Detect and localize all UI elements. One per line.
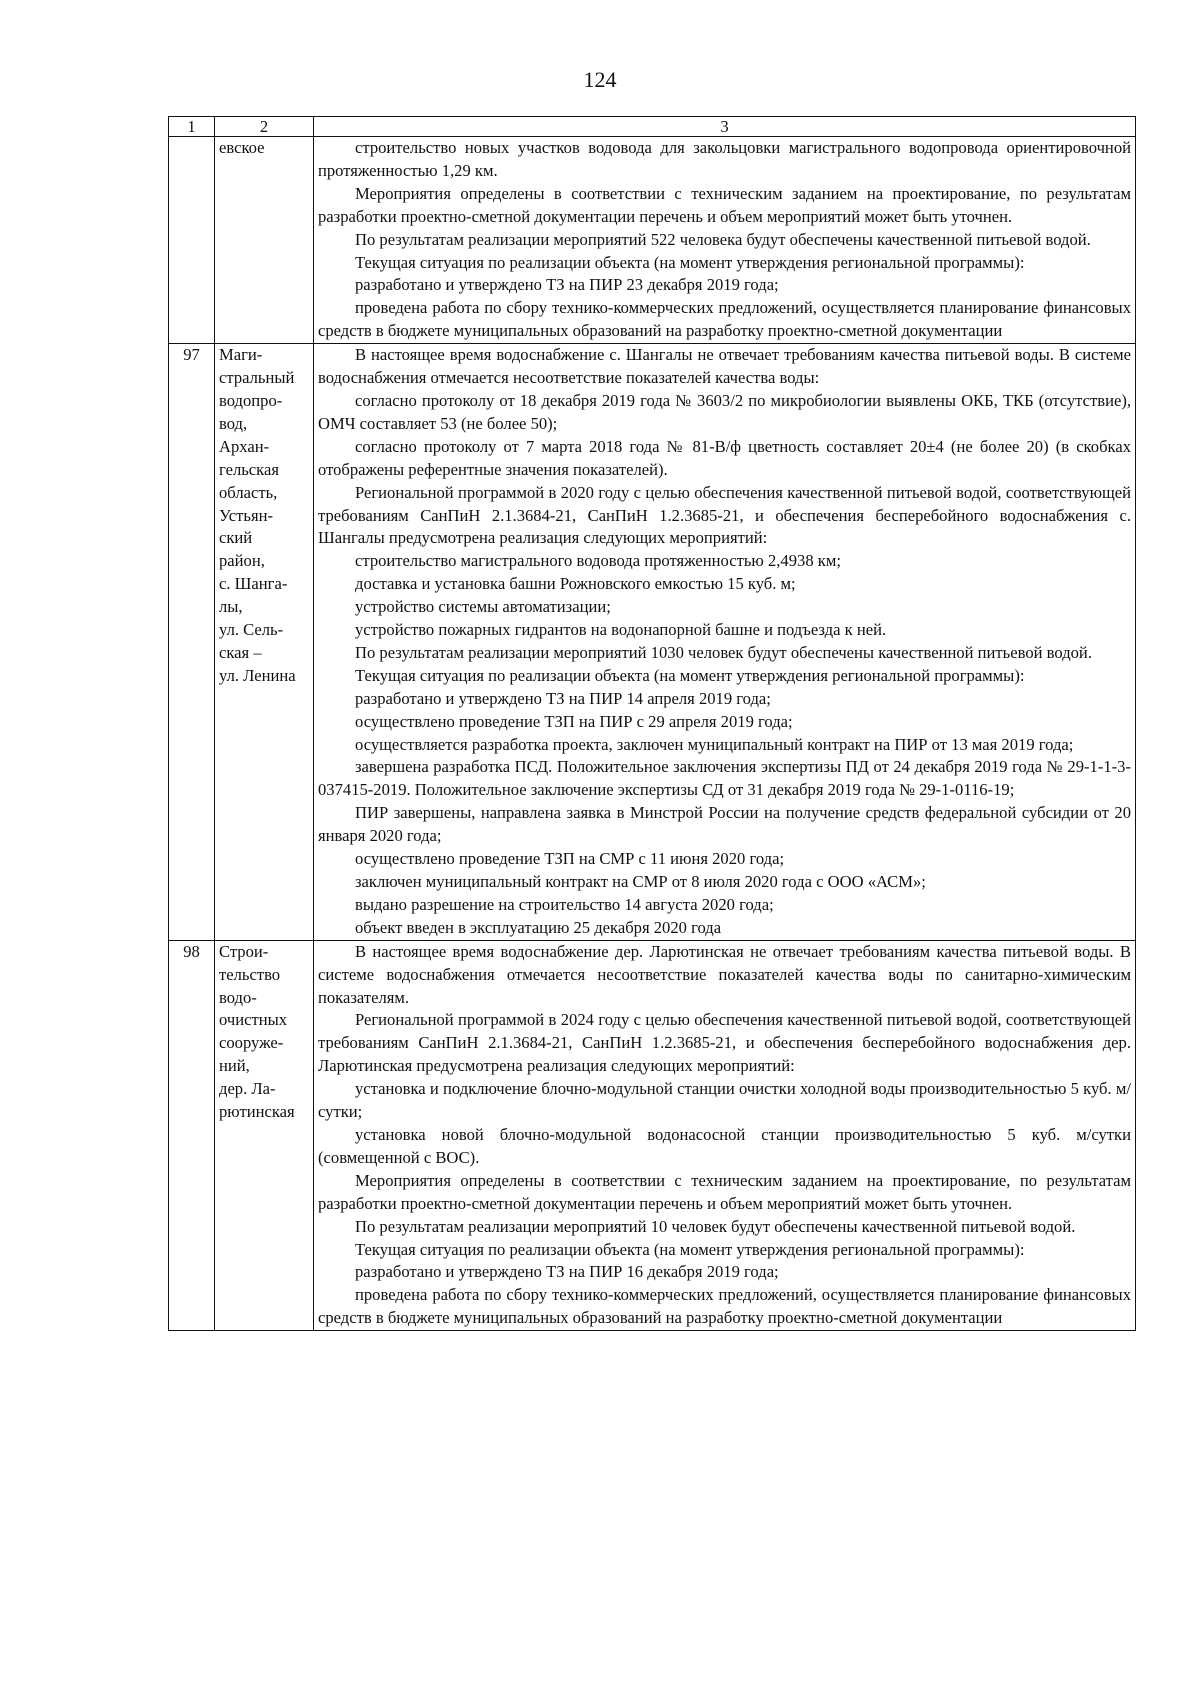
object-name [215, 940, 314, 1330]
description-paragraph: проведена работа по сбору технико-коммерческих предложений, осуществляется планирование финансовых средств в бюджете муниципальных образований на разработку проектно-сметной документации [318, 298, 1131, 341]
description-paragraph: осуществлено проведение ТЗП на ПИР с 29 апреля 2019 года; [355, 711, 793, 731]
description-paragraph: ПИР завершены, направлена заявка в Минстрой России на получение средств федеральной субсидии от 20 января 2020 года; [318, 803, 1131, 846]
table-row [169, 344, 1136, 941]
object-name-line: водопро- [219, 390, 283, 410]
description-paragraph: согласно протоколу от 7 марта 2018 года № 81-В/ф цветность составляет 20±4 (не более 20) (в скобках отображены референтные значения показателей). [318, 436, 1131, 479]
page-number: 124 [583, 67, 617, 92]
object-name-line: Строи- [219, 941, 269, 961]
description-paragraph: завершена разработка ПСД. Положительное заключения экспертизы ПД от 24 декабря 2019 года № 29-1-1-3-037415-2019. Положительное заключение экспертизы СД от 31 декабря 2019 года № 29-1-0116-19; [318, 757, 1131, 800]
description-paragraph: выдано разрешение на строительство 14 августа 2020 года; [355, 894, 774, 914]
header-cell-3: 3 [314, 117, 1136, 137]
row-number: 98 [169, 940, 215, 1330]
object-name-line: ний, [219, 1056, 250, 1076]
description-paragraph: объект введен в эксплуатацию 25 декабря 2020 года [355, 917, 722, 937]
object-name-line: очистных [219, 1010, 288, 1030]
object-name-line: Устьян- [219, 505, 273, 525]
object-name-line: с. Шанга- [219, 574, 288, 594]
table-header-row [169, 117, 1136, 137]
object-name-line: евское [219, 138, 265, 157]
object-name-line: ул. Сель- [219, 620, 284, 640]
description-paragraph: Мероприятия определены в соответствии с техническим заданием на проектирование, по результатам разработки проектно-сметной документации перечень и объем мероприятий может быть уточнен. [318, 183, 1131, 226]
object-name-line: рютинская [219, 1102, 295, 1122]
object-name-line: вод, [219, 413, 248, 433]
description-paragraph: Региональной программой в 2024 году с целью обеспечения качественной питьевой водой, соответствующей требованиям СанПиН 2.1.3684-21, СанПиН 1.2.3685-21, и обеспечения бесперебойного водоснабжения дер. Ларютинская предусмотрена реализация следующих мероприятий: [318, 1010, 1131, 1076]
description-paragraph: Текущая ситуация по реализации объекта (на момент утверждения региональной программы): [355, 1239, 1025, 1259]
object-name-line: гельская [219, 459, 279, 479]
object-name-line: ский [219, 528, 253, 548]
description-paragraph: разработано и утверждено ТЗ на ПИР 14 апреля 2019 года; [355, 688, 771, 708]
object-name-line: водо- [219, 987, 257, 1007]
description-paragraph: строительство магистрального водовода протяженностью 2,4938 км; [355, 551, 841, 571]
row-number: 97 [169, 344, 215, 941]
description-paragraph: осуществляется разработка проекта, заключен муниципальный контракт на ПИР от 13 мая 2019 года; [355, 734, 1074, 754]
table-row [169, 137, 1136, 344]
description-paragraph: проведена работа по сбору технико-коммерческих предложений, осуществляется планирование финансовых средств в бюджете муниципальных образований на разработку проектно-сметной документации [318, 1285, 1131, 1328]
description-paragraph: В настоящее время водоснабжение дер. Ларютинская не отвечает требованиям качества питьевой воды. В системе водоснабжения отмечается несоответствие показателей качества воды по санитарно-химическим показателям. [318, 941, 1131, 1007]
description-paragraph: Мероприятия определены в соответствии с техническим заданием на проектирование, по результатам разработки проектно-сметной документации перечень и объем мероприятий может быть уточнен. [318, 1170, 1131, 1213]
description-paragraph: По результатам реализации мероприятий 10 человек будут обеспечены качественной питьевой водой. [355, 1216, 1076, 1236]
object-name-line: ская – [219, 642, 262, 662]
measures-table [168, 116, 1136, 1331]
object-name-line: район, [219, 551, 265, 571]
description-paragraph: разработано и утверждено ТЗ на ПИР 16 декабря 2019 года; [355, 1262, 779, 1282]
object-name [215, 137, 314, 344]
description-paragraph: Текущая ситуация по реализации объекта (на момент утверждения региональной программы): [355, 665, 1025, 685]
object-name-line: сооруже- [219, 1033, 284, 1053]
object-name-line: Архан- [219, 436, 270, 456]
object-name [215, 344, 314, 941]
table-row [169, 940, 1136, 1330]
object-name-line: лы, [219, 597, 243, 617]
description-paragraph: Текущая ситуация по реализации объекта (на момент утверждения региональной программы): [355, 252, 1025, 272]
description [314, 940, 1136, 1330]
description-paragraph: В настоящее время водоснабжение с. Шангалы не отвечает требованиям качества питьевой воды. В системе водоснабжения отмечается несоответствие показателей качества воды: [318, 345, 1131, 388]
description-paragraph: строительство новых участков водовода для закольцовки магистрального водопровода ориентировочной протяженностью 1,29 км. [318, 138, 1131, 180]
object-name-line: ул. Ленина [219, 665, 296, 685]
description-paragraph: Региональной программой в 2020 году с целью обеспечения качественной питьевой водой, соответствующей требованиям СанПиН 2.1.3684-21, СанПиН 1.2.3685-21, и обеспечения бесперебойного водоснабжения с. Шангалы предусмотрена реализация следующих мероприятий: [318, 482, 1131, 548]
row-number [169, 137, 215, 344]
description-paragraph: доставка и установка башни Рожновского емкостью 15 куб. м; [355, 574, 796, 594]
description-paragraph: устройство пожарных гидрантов на водонапорной башне и подъезда к ней. [355, 620, 887, 640]
description-paragraph: разработано и утверждено ТЗ на ПИР 23 декабря 2019 года; [355, 275, 779, 295]
object-name-line: Маги- [219, 345, 263, 365]
header-cell-1: 1 [169, 117, 215, 137]
description-paragraph: По результатам реализации мероприятий 522 человека будут обеспечены качественной питьевой водой. [355, 229, 1091, 249]
object-name-line: область, [219, 482, 278, 502]
description-paragraph: устройство системы автоматизации; [355, 597, 611, 617]
description-paragraph: установка и подключение блочно-модульной станции очистки холодной воды производительностью 5 куб. м/сутки; [318, 1079, 1131, 1122]
header-cell-2: 2 [215, 117, 314, 137]
object-name-line: стральный [219, 368, 295, 388]
description-paragraph: заключен муниципальный контракт на СМР от 8 июля 2020 года с ООО «АСМ»; [355, 872, 926, 891]
description [314, 344, 1136, 941]
description-paragraph: осуществлено проведение ТЗП на СМР с 11 июня 2020 года; [355, 849, 785, 869]
description-paragraph: согласно протоколу от 18 декабря 2019 года № 3603/2 по микробиологии выявлены ОКБ, ТКБ (отсутствие), ОМЧ составляет 53 (не более 50); [318, 390, 1131, 433]
object-name-line: тельство [219, 964, 281, 984]
description-paragraph: установка новой блочно-модульной водонасосной станции производительностью 5 куб. м/сутки (совмещенной с ВОС). [318, 1124, 1131, 1167]
description-paragraph: По результатам реализации мероприятий 1030 человек будут обеспечены качественной питьевой водой. [355, 642, 1092, 662]
object-name-line: дер. Ла- [219, 1079, 276, 1099]
description [314, 137, 1136, 344]
